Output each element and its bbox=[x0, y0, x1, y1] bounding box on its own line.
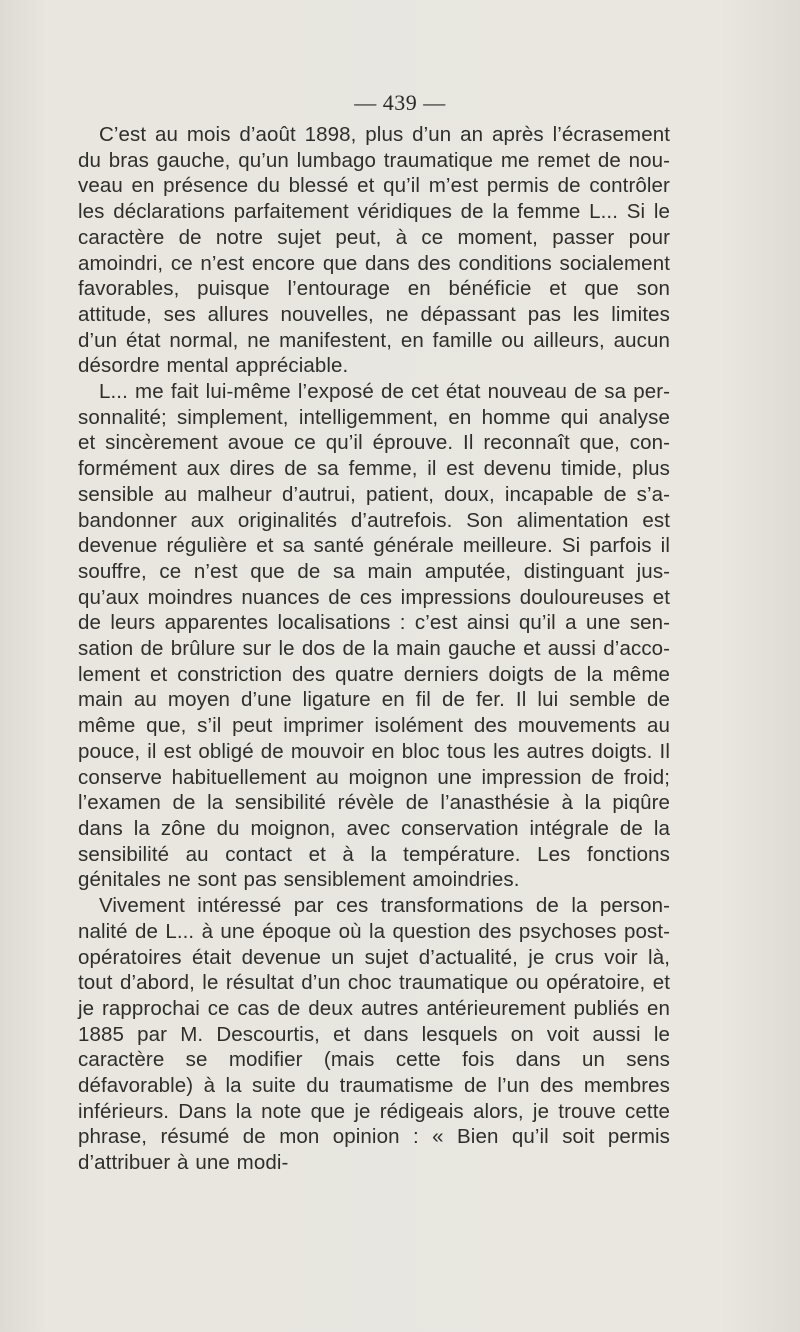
page-number: — 439 — bbox=[354, 90, 446, 115]
paragraph-1: C’est au mois d’août 1898, plus d’un an après l’écrasement du bras gauche, qu’un lumbago traumatique me remet de nouveau en présence du blessé et qu’il m’est permis de contrôler les déclarations parfaitement véridiques de la femme L... Si le caractère de notre sujet peut, à ce moment, passer pour amoindri, ce n’est encore que dans des conditions socialement favorables, puisque l’entourage en bénéficie et que son attitude, ses allures nouvelles, ne dépassant pas les limites d’un état normal, ne manifestent, en famille ou ailleurs, aucun désordre mental appréciable. bbox=[78, 123, 670, 378]
paragraph-3: Vivement intéressé par ces transformations de la personnalité de L... à une époque où la question des psychoses postopératoires était devenue un sujet d’actualité, je crus voir là, tout d’abord, le résultat d’un choc traumatique ou opératoire, et je rapprochai ce cas de deux autres antérieurement publiés en 1885 par M. Descourtis, et dans lesquels on voit aussi le caractère se modifier (mais cette fois dans un sens défavorable) à la suite du traumatisme de l’un des membres inférieurs. Dans la note que je rédigeais alors, je trouve cette phrase, résumé de mon opinion : « Bien qu’il soit permis d’attribuer à une modi- bbox=[78, 894, 670, 1175]
body-text bbox=[78, 122, 670, 1176]
paragraph-2: L... me fait lui-même l’exposé de cet état nouveau de sa personnalité; simplement, intelligemment, en homme qui analyse et sincèrement avoue ce qu’il éprouve. Il reconnaît que, conformément aux dires de sa femme, il est devenu timide, plus sensible au malheur d’autrui, patient, doux, incapable de s’abandonner aux originalités d’autrefois. Son alimentation est devenue régulière et sa santé générale meilleure. Si parfois il souffre, ce n’est que de sa main amputée, distinguant jusqu’aux moindres nuances de ces impressions douloureuses et de leurs apparentes localisations : c’est ainsi qu’il a une sensation de brûlure sur le dos de la main gauche et aussi d’accolement et constriction des quatre derniers doigts de la même main au moyen d’une ligature en fil de fer. Il lui semble de même que, s’il peut imprimer isolément des mouvements au pouce, il est obligé de mouvoir en bloc tous les autres doigts. Il conserve habituellement au moignon une impression de froid; l’examen de la sensibilité révèle de l’anasthésie à la piqûre dans la zône du moignon, avec conservation intégrale de la sensibilité au contact et à la température. Les fonctions génitales ne sont pas sensiblement amoindries. bbox=[78, 380, 670, 892]
